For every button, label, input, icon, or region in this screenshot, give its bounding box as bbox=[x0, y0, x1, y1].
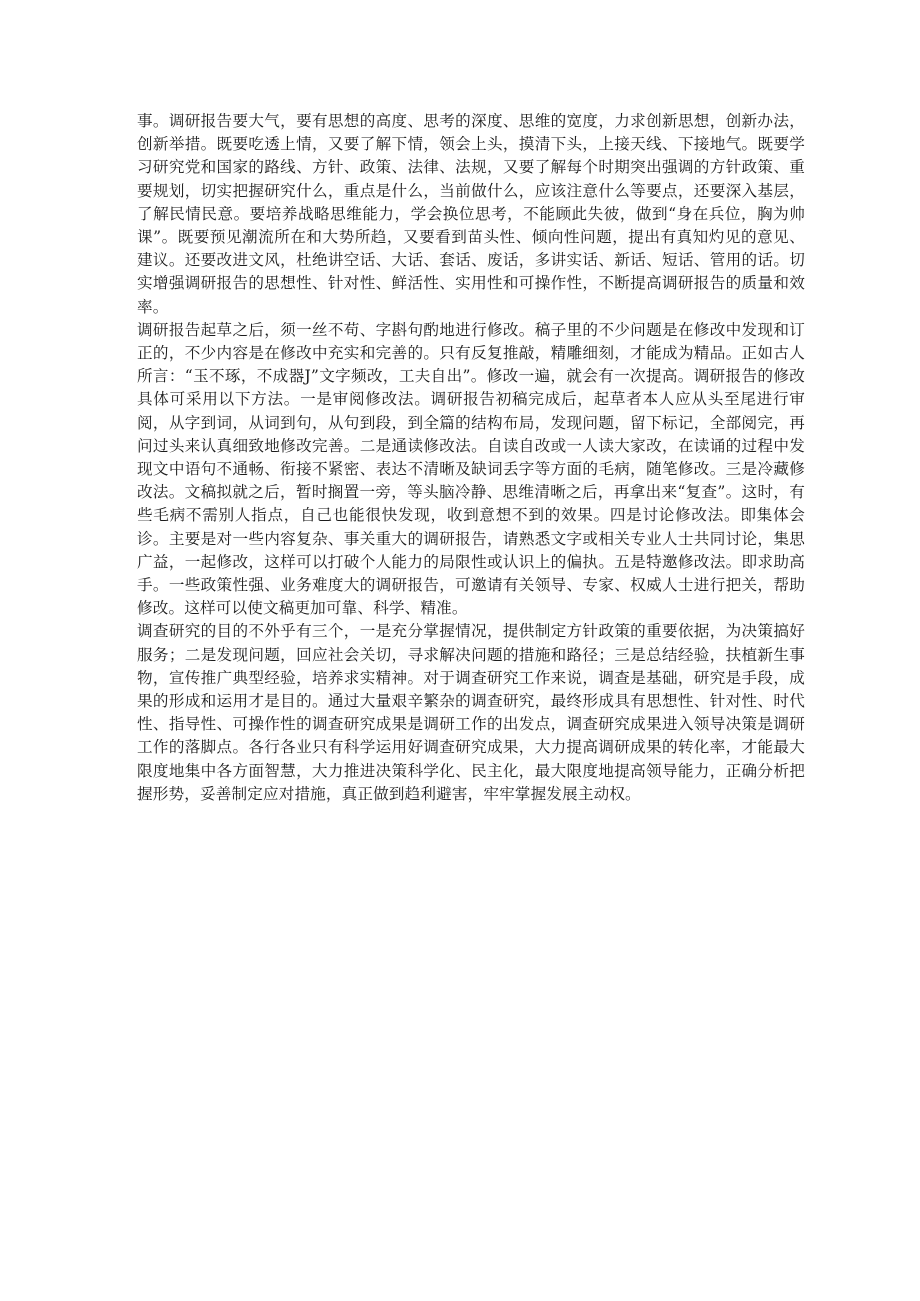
paragraph-2: 调研报告起草之后，须一丝不苟、字斟句酌地进行修改。稿子里的不少问题是在修改中发现和订正的，不少内容是在修改中充实和完善的。只有反复推敲，精雕细刻，才能成为精品。正如古人所言：“玉不琢，不成器J”文字频改，工夫自出”。修改一遍，就会有一次提高。调研报告的修改具体可采用以下方法。一是审阅修改法。调研报告初稿完成后，起草者本人应从头至尾进行审阅，从字到词，从词到句，从句到段，到全篇的结构布局，发现问题，留下标记，全部阅完，再问过头来认真细致地修改完善。二是通读修改法。自读自改或一人读大家改，在读诵的过程中发现文中语句不通畅、衔接不紧密、表达不清晰及缺词丢字等方面的毛病，随笔修改。三是冷藏修改法。文稿拟就之后，暂时搁置一旁，等头脑冷静、思维清晰之后，再拿出来“复查”。这时，有些毛病不需别人指点，自己也能很快发现，收到意想不到的效果。四是讨论修改法。即集体会诊。主要是对一些内容复杂、事关重大的调研报告，请熟悉文字或相关专业人士共同讨论，集思广益，一起修改，这样可以打破个人能力的局限性或认识上的偏执。五是特邀修改法。即求助高手。一些政策性强、业务难度大的调研报告，可邀请有关领导、专家、权威人士进行把关，帮助修改。这样可以使文稿更加可靠、科学、精准。 bbox=[137, 320, 805, 618]
document-body bbox=[137, 110, 805, 806]
paragraph-3: 调查研究的目的不外乎有三个，一是充分掌握情况，提供制定方针政策的重要依据，为决策搞好服务；二是发现问题，回应社会关切，寻求解决问题的措施和路径；三是总结经验，扶植新生事物，宣传推广典型经验，培养求实精神。对于调查研究工作来说，调查是基础，研究是手段，成果的形成和运用才是目的。通过大量艰辛繁杂的调查研究，最终形成具有思想性、针对性、时代性、指导性、可操作性的调查研究成果是调研工作的出发点，调查研究成果进入领导决策是调研工作的落脚点。各行各业只有科学运用好调查研究成果，大力提高调研成果的转化率，才能最大限度地集中各方面智慧，大力推进决策科学化、民主化，最大限度地提高领导能力，正确分析把握形势，妥善制定应对措施，真正做到趋利避害，牢牢掌握发展主动权。 bbox=[137, 622, 805, 803]
paragraph-1: 事。调研报告要大气，要有思想的高度、思考的深度、思维的宽度，力求创新思想，创新办法，创新举措。既要吃透上情，又要了解下情，领会上头，摸清下头，上接天线、下接地气。既要学习研究党和国家的路线、方针、政策、法律、法规，又要了解每个时期突出强调的方针政策、重要规划，切实把握研究什么，重点是什么，当前做什么，应该注意什么等要点，还要深入基层，了解民情民意。要培养战略思维能力，学会换位思考，不能顾此失彼，做到“身在兵位，胸为帅课”。既要预见潮流所在和大势所趋，又要看到苗头性、倾向性问题，提出有真知灼见的意见、建议。还要改进文风，杜绝讲空话、大话、套话、废话，多讲实话、新话、短话、管用的话。切实增强调研报告的思想性、针对性、鲜活性、实用性和可操作性，不断提高调研报告的质量和效率。 bbox=[137, 112, 805, 316]
